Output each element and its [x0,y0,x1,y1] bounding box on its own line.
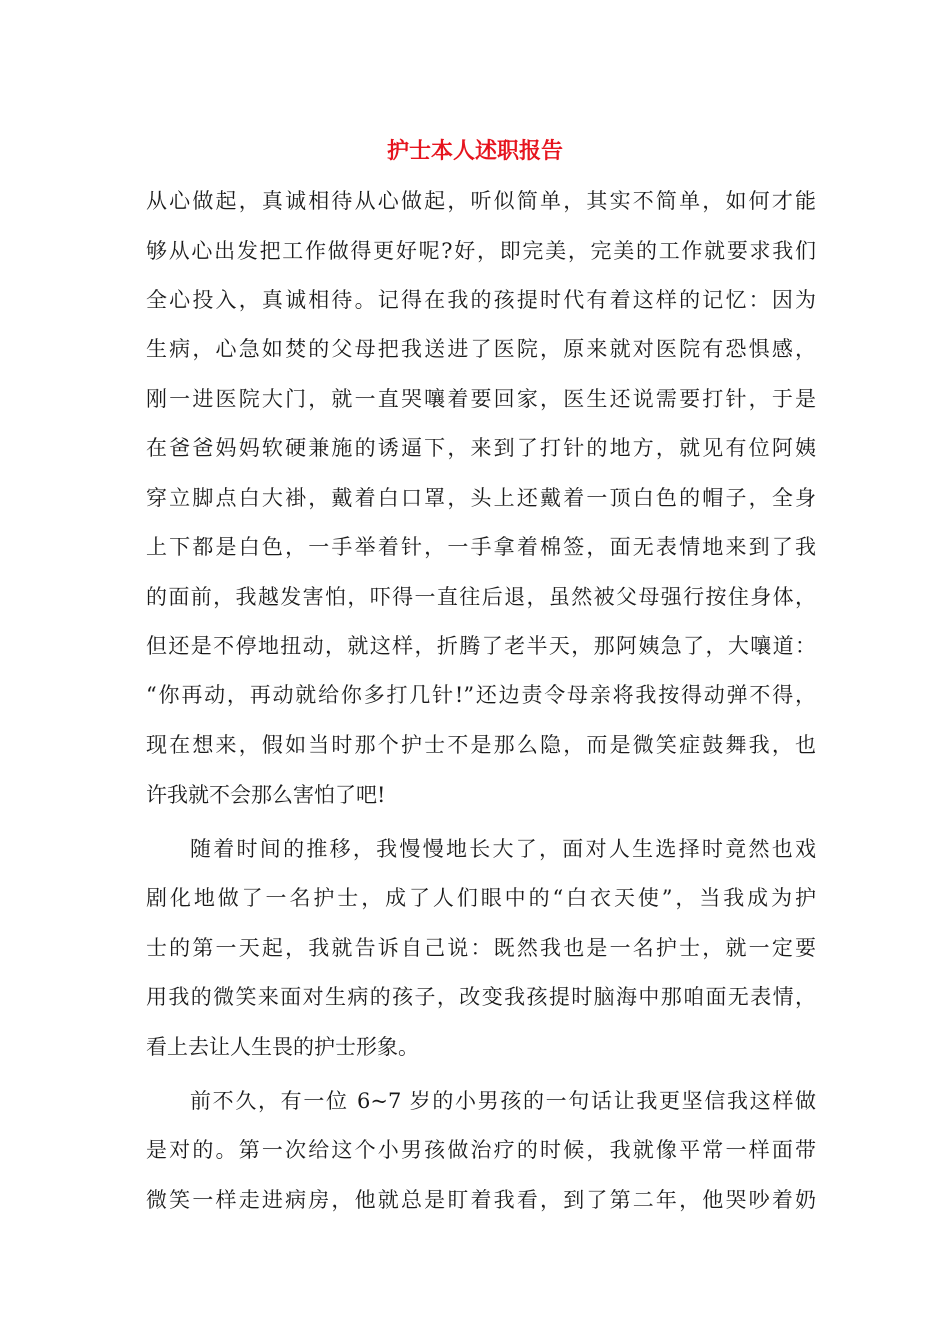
text-line: 穿立脚点白大褂，戴着白口罩，头上还戴着一顶白色的帽子，全身 [146,486,816,510]
document-title: 护士本人述职报告 [386,138,563,164]
text-line: 士的第一天起，我就告诉自己说：既然我也是一名护士，就一定要 [146,936,816,960]
text-line: 看上去让人生畏的护士形象。 [146,1035,419,1059]
text-line: 全心投入，真诚相待。记得在我的孩提时代有着这样的记忆：因为 [146,288,816,312]
text-line: 用我的微笑来面对生病的孩子，改变我孩提时脑海中那咱面无表情， [146,985,816,1009]
text-line: 生病，心急如焚的父母把我送进了医院，原来就对医院有恐惧感， [146,337,816,361]
text-line: “你再动，再动就给你多打几针!”还边责令母亲将我按得动弹不得， [146,683,816,707]
text-line: 但还是不停地扭动，就这样，折腾了老半天，那阿姨急了，大嚷道： [146,634,816,658]
text-line: 的面前，我越发害怕，吓得一直往后退，虽然被父母强行按住身体， [146,585,816,609]
text-line: 在爸爸妈妈软硬兼施的诱逼下，来到了打针的地方，就见有位阿姨 [146,436,816,460]
text-line: 前不久，有一位 6~7 岁的小男孩的一句话让我更坚信我这样做 [190,1089,816,1113]
text-line: 上下都是白色，一手举着针，一手拿着棉签，面无表情地来到了我 [146,535,816,559]
text-line: 现在想来，假如当时那个护士不是那么隐，而是微笑症鼓舞我，也 [146,733,816,757]
text-line: 够从心出发把工作做得更好呢?好，即完美，完美的工作就要求我们 [146,239,816,263]
text-line: 微笑一样走进病房，他就总是盯着我看，到了第二年，他哭吵着奶 [146,1188,816,1212]
text-line: 许我就不会那么害怕了吧! [146,783,386,807]
text-line: 刚一进医院大门，就一直哭嚷着要回家，医生还说需要打针，于是 [146,387,816,411]
text-line: 是对的。第一次给这个小男孩做治疗的时候，我就像平常一样面带 [146,1138,816,1162]
text-line: 从心做起，真诚相待从心做起，听似简单，其实不简单，如何才能 [146,189,816,213]
text-line: 随着时间的推移，我慢慢地长大了，面对人生选择时竟然也戏 [190,837,816,861]
text-line: 剧化地做了一名护士，成了人们眼中的“白衣天使”，当我成为护 [146,886,816,910]
